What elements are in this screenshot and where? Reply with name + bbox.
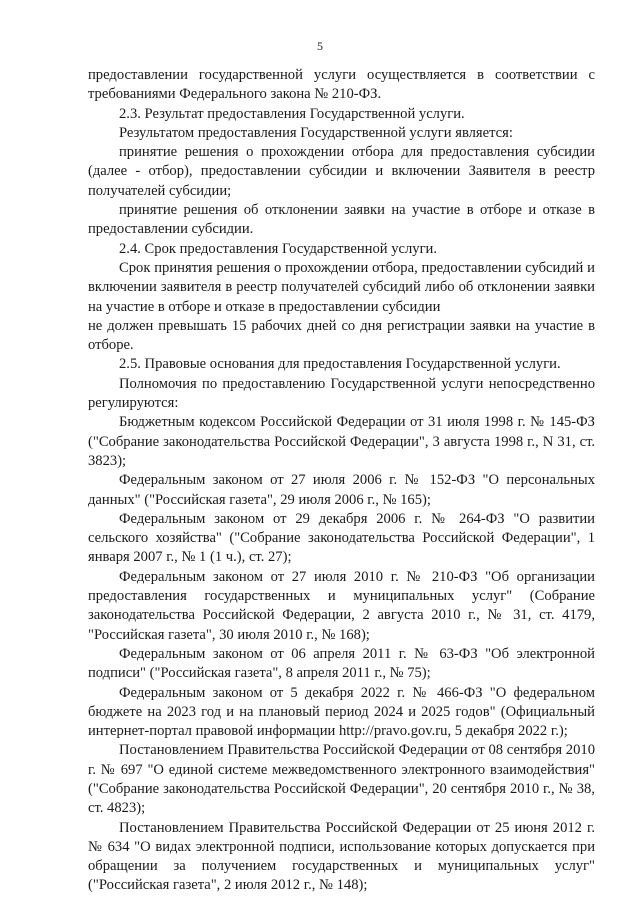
- legal-basis-item: Федеральным законом от 29 декабря 2006 г. № 264-ФЗ "О развитии сельского хозяйства" ("Собрание законодательства Российской Федерации", 1 января 2007 г., № 1 (1 ч.), ст. 27);: [88, 510, 595, 566]
- legal-basis-item: Постановлением Правительства Российской Федерации от 25 июня 2012 г. № 634 "О видах электронной подписи, использование которых допускается при обращении за получением государственных и муниципальных услуг" ("Российская газета", 2 июля 2012 г., № 148);: [88, 819, 595, 894]
- page-number: 5: [317, 39, 323, 53]
- legal-basis-item: Федеральным законом от 27 июля 2006 г. № 152-ФЗ "О персональных данных" ("Российская газета", 29 июля 2006 г., № 165);: [88, 472, 595, 508]
- legal-basis-item: Федеральным законом от 06 апреля 2011 г. № 63-ФЗ "Об электронной подписи" ("Российская газета", 8 апреля 2011 г., № 75);: [88, 645, 595, 682]
- paragraph-result-option-1: принятие решения о прохождении отбора для предоставления субсидии (далее - отбор), предоставлении субсидии и включении Заявителя в реестр получателей субсидии;: [88, 144, 595, 199]
- legal-basis-item: Федеральным законом от 27 июля 2010 г. № 210-ФЗ "Об организации предоставления государственных и муниципальных услуг" (Собрание законодательства Российской Федерации, 2 августа 2010 г., № 31, ст. 4179, "Российская газета", 30 июля 2010 г., № 168);: [88, 568, 595, 643]
- section-2-5-heading: 2.5. Правовые основания для предоставления Государственной услуги.: [119, 356, 561, 373]
- legal-basis-item: Бюджетным кодексом Российской Федерации от 31 июля 1998 г. № 145-ФЗ ("Собрание законодательства Российской Федерации", 3 августа 1998 г., N 31, ст. 3823);: [88, 414, 595, 469]
- paragraph-term-part-1: Срок принятия решения о прохождении отбора, предоставлении субсидий и включении заявителя в реестр получателей субсидий либо об отклонении заявки на участие в отборе и отказе в предоставлении субсидии: [88, 259, 595, 315]
- legal-basis-item: Федеральным законом от 5 декабря 2022 г. № 466-ФЗ "О федеральном бюджете на 2023 год и на плановый период 2024 и 2025 годов" (Официальный интернет-портал правовой информации http://pravo.gov.ru, 5 декабря 2022 г.);: [88, 684, 595, 740]
- paragraph-result-intro: Результатом предоставления Государственной услуги является:: [119, 124, 513, 141]
- paragraph-result-option-2: принятие решения об отклонении заявки на участие в отборе и отказе в предоставлении субсидии.: [88, 202, 595, 238]
- document-body: [88, 66, 595, 896]
- section-2-3-heading: 2.3. Результат предоставления Государственной услуги.: [119, 105, 465, 122]
- paragraph-authority-intro: Полномочия по предоставлению Государственной услуги непосредственно регулируются:: [88, 375, 595, 412]
- paragraph-intro-continuation: предоставлении государственной услуги осуществляется в соответствии с требованиями Федерального закона № 210-ФЗ.: [88, 67, 595, 103]
- paragraph-term-part-2: не должен превышать 15 рабочих дней со дня регистрации заявки на участие в отборе.: [88, 317, 595, 354]
- legal-basis-item: Постановлением Правительства Российской Федерации от 08 сентября 2010 г. № 697 "О единой системе межведомственного электронного взаимодействия" ("Собрание законодательства Российской Федерации", 20 сентября 2010 г., № 38, ст. 4823);: [88, 742, 595, 817]
- section-2-4-heading: 2.4. Срок предоставления Государственной услуги.: [119, 240, 438, 257]
